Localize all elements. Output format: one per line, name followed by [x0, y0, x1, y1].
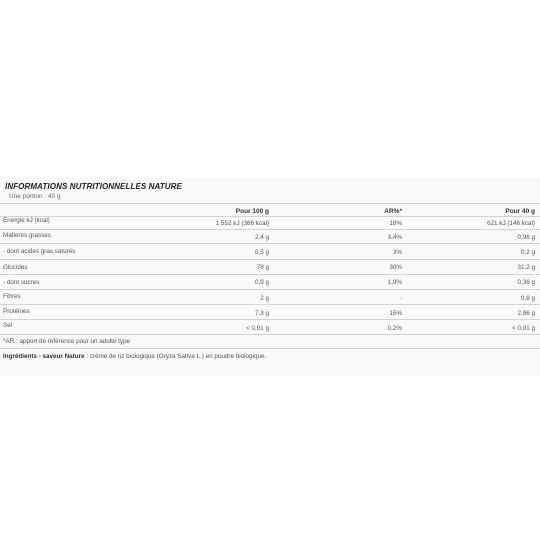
row-label-sucres: - dont sucres [3, 279, 40, 286]
cell-ar: 0,2% [387, 325, 402, 332]
cell-per40: 31,2 g [517, 264, 535, 271]
ingredients-text: : crème de riz biologique (Oryza Sativa L.) en poudre biologique. [84, 353, 267, 360]
divider [0, 334, 540, 335]
cell-ar: 3% [392, 249, 402, 256]
cell-ar: 3,4% [387, 234, 402, 241]
divider [0, 304, 540, 305]
cell-ar: 18% [389, 220, 402, 227]
divider [0, 203, 540, 204]
cell-per40: 0,96 g [517, 234, 535, 241]
portion-subtitle: Une portion : 40 g [9, 193, 61, 200]
cell-per100: 0,5 g [254, 249, 269, 256]
row-label-sel: Sel [3, 322, 13, 329]
cell-per40: 0,36 g [517, 279, 535, 286]
cell-per100: 2 g [260, 295, 269, 302]
divider [0, 216, 540, 217]
row-label-proteines: Protéines [3, 308, 30, 315]
cell-ar: - [399, 295, 402, 302]
header-per-100g: Pour 100 g [235, 208, 269, 215]
cell-per100: 78 g [256, 264, 269, 271]
cell-per100: 0,9 g [254, 279, 269, 286]
row-label-fibres: Fibres [3, 293, 21, 300]
header-ar: AR%* [384, 208, 402, 215]
nutrition-title: INFORMATIONS NUTRITIONNELLES NATURE [5, 182, 182, 191]
divider [0, 274, 540, 275]
row-label-acides-gras: - dont acides gras saturés [3, 248, 76, 255]
cell-ar: 1,9% [387, 279, 402, 286]
divider [0, 289, 540, 290]
ar-footnote: *AR : apport de référence pour un adulte type [3, 338, 131, 345]
cell-per100: 1 552 kJ (366 kcal) [215, 220, 269, 227]
divider [0, 259, 540, 260]
divider [0, 319, 540, 320]
cell-ar: 15% [389, 310, 402, 317]
cell-per100: 2,4 g [254, 234, 269, 241]
row-label-energie: Energie kJ (kcal) [3, 217, 50, 224]
cell-per40: 621 kJ (146 kcal) [487, 220, 535, 227]
divider [0, 348, 540, 349]
divider [0, 229, 540, 230]
header-per-40g: Pour 40 g [505, 208, 535, 215]
cell-per40: 0,8 g [520, 295, 535, 302]
cell-per40: 0,2 g [520, 249, 535, 256]
row-label-glucides: Glucides [3, 264, 28, 271]
cell-per40: < 0,01 g [512, 325, 535, 332]
ingredients-label: Ingrédients - saveur Nature [3, 353, 85, 360]
nutrition-panel [0, 178, 540, 376]
row-label-matieres-grasses: Matieres grasses [3, 232, 51, 239]
cell-per100: < 0,01 g [246, 325, 269, 332]
ingredients-line [3, 353, 266, 360]
cell-ar: 30% [389, 264, 402, 271]
divider [0, 243, 540, 244]
cell-per100: 7,3 g [254, 310, 269, 317]
cell-per40: 2,96 g [517, 310, 535, 317]
